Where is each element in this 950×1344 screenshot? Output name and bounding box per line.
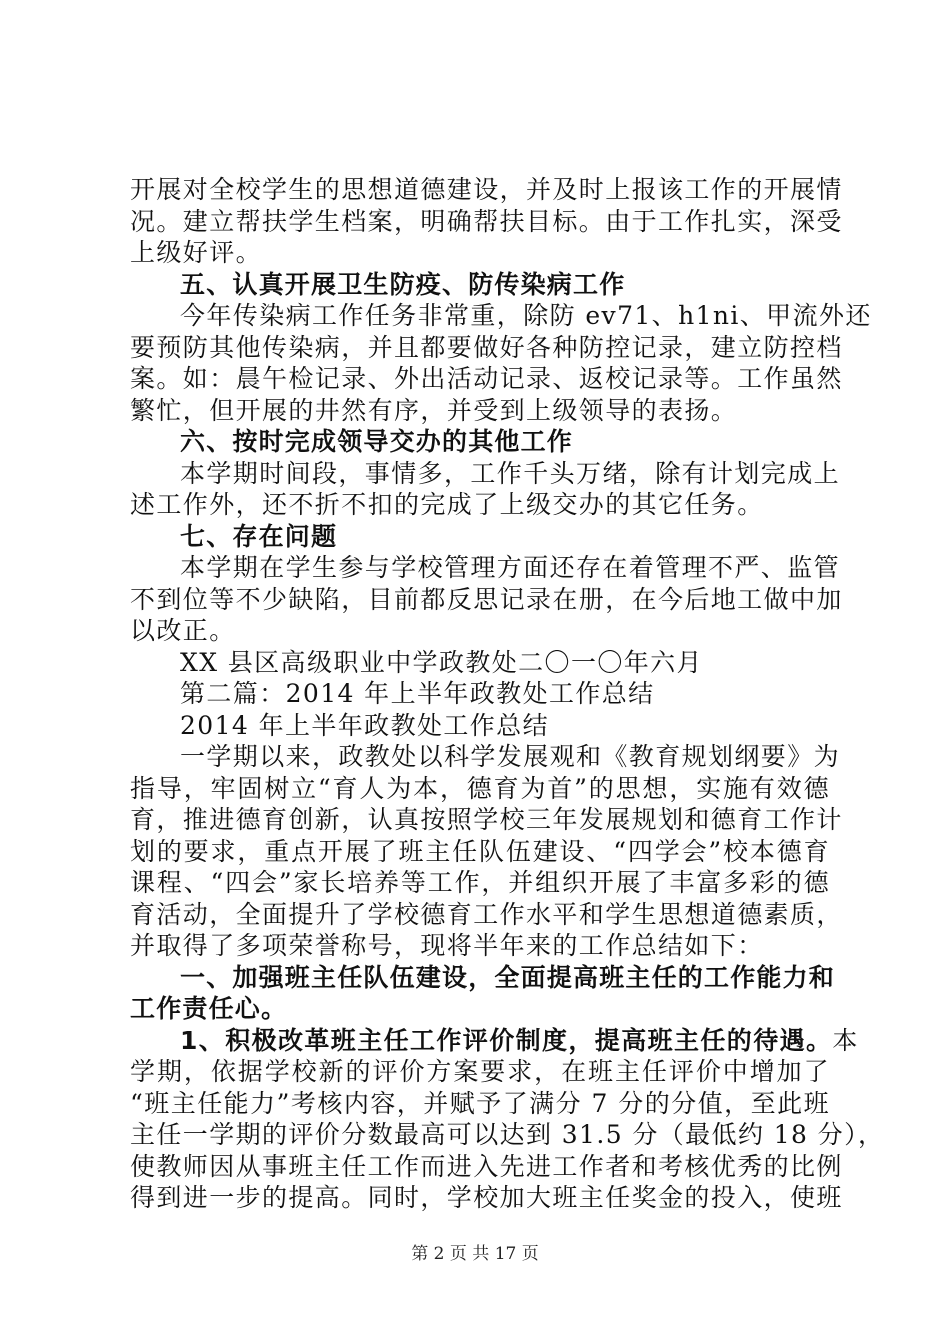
section-heading: 五、认真开展卫生防疫、防传染病工作 [180,269,626,299]
body-line: 今年传染病工作任务非常重，除防 ev71、h1ni、甲流外还 [180,301,872,330]
body-line: 繁忙，但开展的井然有序，并受到上级领导的表扬。 [130,395,738,425]
body-line: 以改正。 [130,616,236,645]
body-line: 本学期时间段，事情多，工作千头万绪，除有计划完成上 [180,458,841,488]
body-line: 案。如：晨午检记录、外出活动记录、返校记录等。工作虽然 [130,364,843,393]
body-line: 本学期在学生参与学校管理方面还存在着管理不严、监管 [180,553,841,582]
body-line: 述工作外，还不折不扣的完成了上级交办的其它任务。 [130,490,764,519]
body-line: 2014 年上半年政教处工作总结 [180,710,549,740]
body-line: 不到位等不少缺陷，目前都反思记录在册，在今后地工做中加 [130,584,843,614]
body-line: 育，推进德育创新，认真按照学校三年发展规划和德育工作计 [130,805,843,834]
section-heading: 一、加强班主任队伍建设，全面提高班主任的工作能力和 [180,962,836,992]
body-line: XX 县区高级职业中学政教处二〇一〇年六月 [180,647,703,677]
body-line: 主任一学期的评价分数最高可以达到 31.5 分（最低约 18 分）， [130,1120,885,1149]
body-line: 指导，牢固树立“育人为本，德育为首”的思想，实施有效德 [130,773,830,803]
body-line: 开展对全校学生的思想道德建设，并及时上报该工作的开展情 [130,175,843,204]
body-line: “班主任能力”考核内容，并赋予了满分 7 分的分值，至此班 [130,1088,830,1118]
body-line: 使教师因从事班主任工作而进入先进工作者和考核优秀的比例 [130,1151,843,1181]
section-heading: 七、存在问题 [180,521,338,551]
body-line [130,1025,859,1057]
body-line: 并取得了多项荣誉称号，现将半年来的工作总结如下： [130,931,764,960]
section-heading: 六、按时完成领导交办的其他工作 [180,427,574,456]
body-line: 一学期以来，政教处以科学发展观和《教育规划纲要》为 [180,742,841,771]
body-line: 课程、“四会”家长培养等工作，并组织开展了丰富多彩的德 [130,868,830,897]
body-line: 学期，依据学校新的评价方案要求，在班主任评价中增加了 [130,1057,830,1086]
page-footer: 第 2 页 共 17 页 [411,1244,539,1264]
section-heading: 工作责任心。 [130,994,288,1023]
body-line: 得到进一步的提高。同时，学校加大班主任奖金的投入，使班 [130,1183,843,1212]
body-line: 划的要求，重点开展了班主任队伍建设、“四学会”校本德育 [130,836,830,866]
document-body [130,174,885,1214]
body-text: 本 [832,1025,859,1055]
bold-subheading: 1、积极改革班主任工作评价制度，提高班主任的待遇。 [180,1025,833,1055]
body-line: 育活动，全面提升了学校德育工作水平和学生思想道德素质， [130,899,843,929]
body-line: 要预防其他传染病，并且都要做好各种防控记录，建立防控档 [130,332,843,362]
body-line: 况。建立帮扶学生档案，明确帮扶目标。由于工作扎实，深受 [130,206,843,236]
body-line: 第二篇：2014 年上半年政教处工作总结 [180,679,655,708]
body-line: 上级好评。 [130,238,263,267]
